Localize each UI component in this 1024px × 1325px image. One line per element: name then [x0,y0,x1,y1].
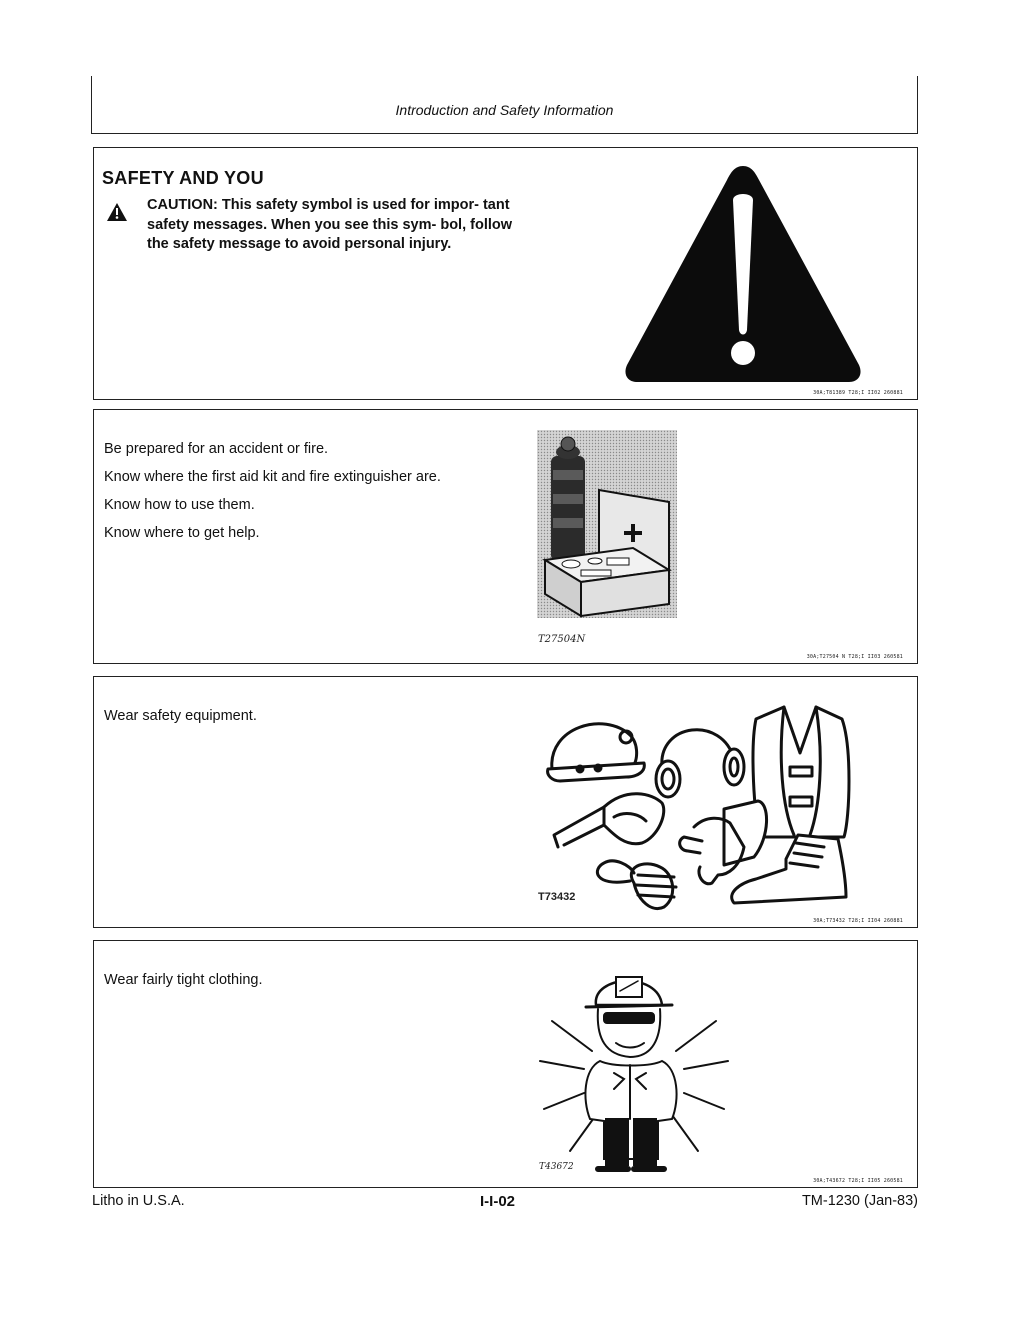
image-code: 30A;T43672 T28;I II05 260581 [813,1178,903,1184]
page-header [91,76,918,134]
first-aid-line: Know where to get help. [104,525,260,541]
image-code: 30A;T73432 T28;I II04 260881 [813,918,903,924]
clothing-panel [93,940,918,1188]
caution-message: CAUTION: This safety symbol is used for impor- tant safety messages. When you see this sym- bol, follow the safety message to avoid personal injury. [147,197,513,252]
clothing-text: Wear fairly tight clothing. [104,972,263,988]
safety-heading: SAFETY AND YOU [102,168,264,188]
figure-label: T73432 [538,891,576,903]
first-aid-line: Know how to use them. [104,497,255,513]
safety-equipment-illustration [534,697,864,915]
first-aid-line: Know where the first aid kit and fire extinguisher are. [104,469,441,485]
manual-id: TM-1230 (Jan-83) [801,1193,918,1209]
caution-triangle-icon [107,203,127,221]
worker-illustration [534,969,734,1177]
safety-equipment-text: Wear safety equipment. [104,708,257,724]
figure-label: T27504N [538,634,586,645]
warning-triangle-icon [619,160,867,388]
first-aid-line: Be prepared for an accident or fire. [104,441,329,457]
safety-panel [93,147,918,400]
page-number: I-I-02 [480,1193,516,1210]
first-aid-text [104,435,441,547]
first-aid-panel [93,409,918,664]
image-code: 30A;T27504 N T28;I II03 260581 [806,654,903,660]
image-code: 30A;T81389 T28;I II02 260881 [813,390,903,396]
section-title: Introduction and Safety Information [395,102,614,118]
first-aid-kit-illustration [537,430,677,642]
figure-label: T43672 [539,1162,574,1172]
footer-printer-note: Litho in U.S.A. [92,1193,185,1209]
safety-equipment-panel [93,676,918,928]
